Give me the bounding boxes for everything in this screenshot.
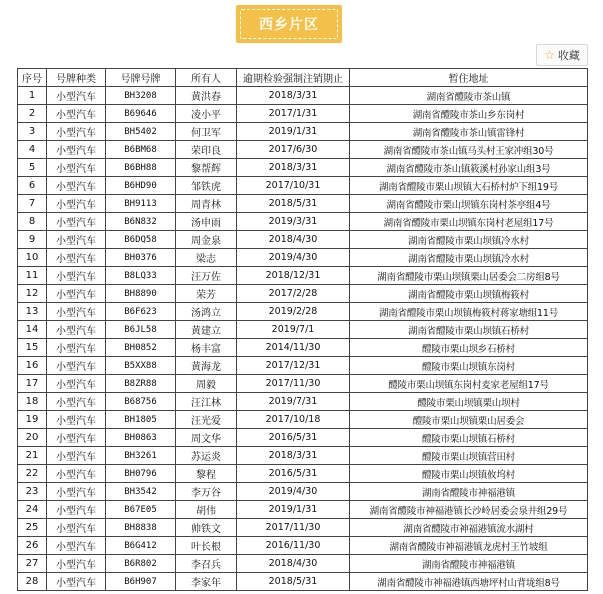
address: 湖南省醴陵市茶山镇筱溪村孙家山组3号	[350, 159, 588, 177]
deadline-date: 2018/3/31	[237, 159, 350, 177]
plate-number: B5XX88	[106, 357, 176, 375]
address: 湖南省醴陵市茶山镇雷锋村	[350, 123, 588, 141]
owner: 李万谷	[176, 483, 237, 501]
table-header-row	[18, 69, 588, 87]
row-index: 11	[18, 267, 47, 285]
column-header: 序号	[18, 69, 47, 87]
deadline-date: 2019/2/28	[237, 303, 350, 321]
address: 醴陵市栗山坝镇攸坞村	[350, 465, 588, 483]
address: 湖南省醴陵市栗山坝镇东岗村茶亭组4号	[350, 195, 588, 213]
plate-number: BH0863	[106, 429, 176, 447]
row-index: 27	[18, 555, 47, 573]
section-title-badge	[236, 5, 342, 43]
owner: 凌小平	[176, 105, 237, 123]
deadline-date: 2019/1/31	[237, 501, 350, 519]
address: 湖南省醴陵市神福港镇龙虎村王竹坡组	[350, 537, 588, 555]
star-icon: ☆	[544, 48, 555, 62]
row-index: 14	[18, 321, 47, 339]
row-index: 28	[18, 573, 47, 591]
deadline-date: 2019/7/31	[237, 393, 350, 411]
row-index: 7	[18, 195, 47, 213]
deadline-date: 2018/4/30	[237, 231, 350, 249]
table-row	[18, 375, 588, 393]
address: 湖南省醴陵市神福港镇长沙岭居委会泉井组29号	[350, 501, 588, 519]
plate-number: B6G412	[106, 537, 176, 555]
plate-number: BH0376	[106, 249, 176, 267]
owner: 何卫军	[176, 123, 237, 141]
row-index: 17	[18, 375, 47, 393]
plate-number: BH1805	[106, 411, 176, 429]
owner: 汪光爱	[176, 411, 237, 429]
plate-type: 小型汽车	[47, 573, 106, 591]
plate-number: B67E05	[106, 501, 176, 519]
table-row	[18, 123, 588, 141]
deadline-date: 2018/4/30	[237, 555, 350, 573]
row-index: 9	[18, 231, 47, 249]
owner: 李召兵	[176, 555, 237, 573]
address: 醴陵市栗山坝镇东岗村	[350, 357, 588, 375]
plate-type: 小型汽车	[47, 447, 106, 465]
table-row	[18, 519, 588, 537]
owner: 黄建立	[176, 321, 237, 339]
deadline-date: 2018/3/31	[237, 447, 350, 465]
plate-type: 小型汽车	[47, 339, 106, 357]
owner: 荣印良	[176, 141, 237, 159]
plate-type: 小型汽车	[47, 411, 106, 429]
plate-type: 小型汽车	[47, 519, 106, 537]
deadline-date: 2014/11/30	[237, 339, 350, 357]
owner: 叶长根	[176, 537, 237, 555]
owner: 胡伟	[176, 501, 237, 519]
plate-number: B6JL58	[106, 321, 176, 339]
deadline-date: 2017/10/31	[237, 177, 350, 195]
plate-type: 小型汽车	[47, 231, 106, 249]
plate-number: B6BH88	[106, 159, 176, 177]
table-row	[18, 285, 588, 303]
plate-number: B6H907	[106, 573, 176, 591]
row-index: 5	[18, 159, 47, 177]
owner: 黄洪春	[176, 87, 237, 105]
deadline-date: 2018/12/31	[237, 267, 350, 285]
column-header: 所有人	[176, 69, 237, 87]
table-row	[18, 465, 588, 483]
table-row	[18, 249, 588, 267]
plate-number: BH3208	[106, 87, 176, 105]
plate-type: 小型汽车	[47, 249, 106, 267]
plate-type: 小型汽车	[47, 159, 106, 177]
address: 醴陵市栗山坝镇营田村	[350, 447, 588, 465]
owner: 汤鸿立	[176, 303, 237, 321]
address: 醴陵市栗山坝镇石桥村	[350, 429, 588, 447]
table-row	[18, 357, 588, 375]
table-row	[18, 105, 588, 123]
favorite-button[interactable]	[536, 44, 588, 66]
address: 湖南省醴陵市栗山坝镇冷水村	[350, 231, 588, 249]
plate-type: 小型汽车	[47, 123, 106, 141]
row-index: 3	[18, 123, 47, 141]
address: 醴陵市栗山坝乡石桥村	[350, 339, 588, 357]
column-header: 逾期检验强制注销期止	[237, 69, 350, 87]
plate-number: BH8890	[106, 285, 176, 303]
row-index: 20	[18, 429, 47, 447]
plate-type: 小型汽车	[47, 393, 106, 411]
deadline-date: 2017/2/28	[237, 285, 350, 303]
plate-number: B8LQ33	[106, 267, 176, 285]
table-row	[18, 303, 588, 321]
row-index: 15	[18, 339, 47, 357]
title-area	[0, 0, 603, 44]
row-index: 19	[18, 411, 47, 429]
table-row	[18, 213, 588, 231]
deadline-date: 2019/1/31	[237, 123, 350, 141]
table-row	[18, 177, 588, 195]
deadline-date: 2016/5/31	[237, 429, 350, 447]
address: 湖南省醴陵市神福港镇流水湖村	[350, 519, 588, 537]
plate-type: 小型汽车	[47, 465, 106, 483]
plate-number: BH5402	[106, 123, 176, 141]
row-index: 6	[18, 177, 47, 195]
owner: 帅铁文	[176, 519, 237, 537]
plate-number: BH8838	[106, 519, 176, 537]
table-body	[18, 87, 588, 591]
owner: 周金泉	[176, 231, 237, 249]
table-row	[18, 501, 588, 519]
plate-type: 小型汽车	[47, 213, 106, 231]
row-index: 23	[18, 483, 47, 501]
row-index: 12	[18, 285, 47, 303]
column-header: 暂住地址	[350, 69, 588, 87]
plate-type: 小型汽车	[47, 177, 106, 195]
owner: 汪江林	[176, 393, 237, 411]
address: 湖南省醴陵市栗山坝镇栗山居委会二房组8号	[350, 267, 588, 285]
deadline-date: 2017/11/30	[237, 375, 350, 393]
row-index: 21	[18, 447, 47, 465]
row-index: 8	[18, 213, 47, 231]
plate-number: B6N832	[106, 213, 176, 231]
row-index: 13	[18, 303, 47, 321]
table-row	[18, 321, 588, 339]
deadline-date: 2016/5/31	[237, 465, 350, 483]
plate-type: 小型汽车	[47, 501, 106, 519]
owner: 苏运炎	[176, 447, 237, 465]
deadline-date: 2019/4/30	[237, 249, 350, 267]
table-row	[18, 141, 588, 159]
row-index: 25	[18, 519, 47, 537]
owner: 邹铁虎	[176, 177, 237, 195]
plate-type: 小型汽车	[47, 195, 106, 213]
table-row	[18, 555, 588, 573]
deadline-date: 2019/7/1	[237, 321, 350, 339]
favorite-label: 收藏	[557, 49, 580, 62]
row-index: 1	[18, 87, 47, 105]
row-index: 22	[18, 465, 47, 483]
plate-type: 小型汽车	[47, 357, 106, 375]
section-title: 西乡片区	[259, 17, 319, 33]
plate-number: B8ZR88	[106, 375, 176, 393]
plate-number: BH3261	[106, 447, 176, 465]
table-row	[18, 195, 588, 213]
column-header: 号牌种类	[47, 69, 106, 87]
table-row	[18, 87, 588, 105]
table-row	[18, 159, 588, 177]
plate-number: B68756	[106, 393, 176, 411]
vehicle-table	[17, 68, 588, 591]
table-row	[18, 267, 588, 285]
address: 醴陵市栗山坝镇栗山坝村	[350, 393, 588, 411]
owner: 黄海龙	[176, 357, 237, 375]
deadline-date: 2018/5/31	[237, 573, 350, 591]
owner: 杨丰富	[176, 339, 237, 357]
plate-type: 小型汽车	[47, 483, 106, 501]
plate-type: 小型汽车	[47, 429, 106, 447]
address: 湖南省醴陵市栗山坝镇梅筱村蒋家塘组11号	[350, 303, 588, 321]
plate-number: B6R802	[106, 555, 176, 573]
owner: 黎帮辉	[176, 159, 237, 177]
deadline-date: 2017/6/30	[237, 141, 350, 159]
plate-type: 小型汽车	[47, 303, 106, 321]
plate-number: B6DQ58	[106, 231, 176, 249]
row-index: 26	[18, 537, 47, 555]
plate-number: BH3542	[106, 483, 176, 501]
row-index: 4	[18, 141, 47, 159]
table-row	[18, 411, 588, 429]
address: 醴陵市栗山坝镇栗山居委会	[350, 411, 588, 429]
owner: 周文华	[176, 429, 237, 447]
plate-number: BH9113	[106, 195, 176, 213]
owner: 梁志	[176, 249, 237, 267]
table-row	[18, 447, 588, 465]
deadline-date: 2017/1/31	[237, 105, 350, 123]
address: 湖南省醴陵市栗山坝镇梅筱村	[350, 285, 588, 303]
table-row	[18, 483, 588, 501]
plate-number: B69646	[106, 105, 176, 123]
owner: 周青林	[176, 195, 237, 213]
address: 湖南省醴陵市栗山坝镇冷水村	[350, 249, 588, 267]
owner: 黎程	[176, 465, 237, 483]
address: 湖南省醴陵市神福港镇	[350, 555, 588, 573]
address: 湖南省醴陵市栗山坝镇石桥村	[350, 321, 588, 339]
table-row	[18, 573, 588, 591]
owner: 汪万佐	[176, 267, 237, 285]
row-index: 2	[18, 105, 47, 123]
table-row	[18, 231, 588, 249]
deadline-date: 2018/3/31	[237, 87, 350, 105]
owner: 李家年	[176, 573, 237, 591]
deadline-date: 2019/3/31	[237, 213, 350, 231]
plate-type: 小型汽车	[47, 285, 106, 303]
table-row	[18, 339, 588, 357]
owner: 汤申雨	[176, 213, 237, 231]
plate-type: 小型汽车	[47, 555, 106, 573]
deadline-date: 2017/12/31	[237, 357, 350, 375]
plate-type: 小型汽车	[47, 321, 106, 339]
owner: 荣芳	[176, 285, 237, 303]
address: 湖南省醴陵市神福港镇西塘坪村山背垅组8号	[350, 573, 588, 591]
row-index: 16	[18, 357, 47, 375]
address: 湖南省醴陵市茶山乡东岗村	[350, 105, 588, 123]
deadline-date: 2018/5/31	[237, 195, 350, 213]
address: 湖南省醴陵市栗山坝镇东岗村老屋组17号	[350, 213, 588, 231]
plate-type: 小型汽车	[47, 105, 106, 123]
table-row	[18, 429, 588, 447]
table-row	[18, 537, 588, 555]
address: 湖南省醴陵市神福港镇	[350, 483, 588, 501]
plate-type: 小型汽车	[47, 267, 106, 285]
plate-number: BH0852	[106, 339, 176, 357]
plate-type: 小型汽车	[47, 375, 106, 393]
plate-type: 小型汽车	[47, 87, 106, 105]
plate-type: 小型汽车	[47, 141, 106, 159]
row-index: 18	[18, 393, 47, 411]
plate-type: 小型汽车	[47, 537, 106, 555]
row-index: 10	[18, 249, 47, 267]
plate-number: B6HD90	[106, 177, 176, 195]
address: 湖南省醴陵市茶山镇马头村王家冲组30号	[350, 141, 588, 159]
deadline-date: 2016/11/30	[237, 537, 350, 555]
row-index: 24	[18, 501, 47, 519]
address: 醴陵市栗山坝镇东岗村麦家老屋组17号	[350, 375, 588, 393]
plate-number: B6BM68	[106, 141, 176, 159]
address: 湖南省醴陵市茶山镇	[350, 87, 588, 105]
deadline-date: 2017/10/18	[237, 411, 350, 429]
column-header: 号牌号牌	[106, 69, 176, 87]
deadline-date: 2019/4/30	[237, 483, 350, 501]
address: 湖南省醴陵市栗山坝镇大石桥村炉下组19号	[350, 177, 588, 195]
plate-number: B6F623	[106, 303, 176, 321]
deadline-date: 2017/11/30	[237, 519, 350, 537]
plate-number: BH0796	[106, 465, 176, 483]
owner: 周毅	[176, 375, 237, 393]
table-row	[18, 393, 588, 411]
